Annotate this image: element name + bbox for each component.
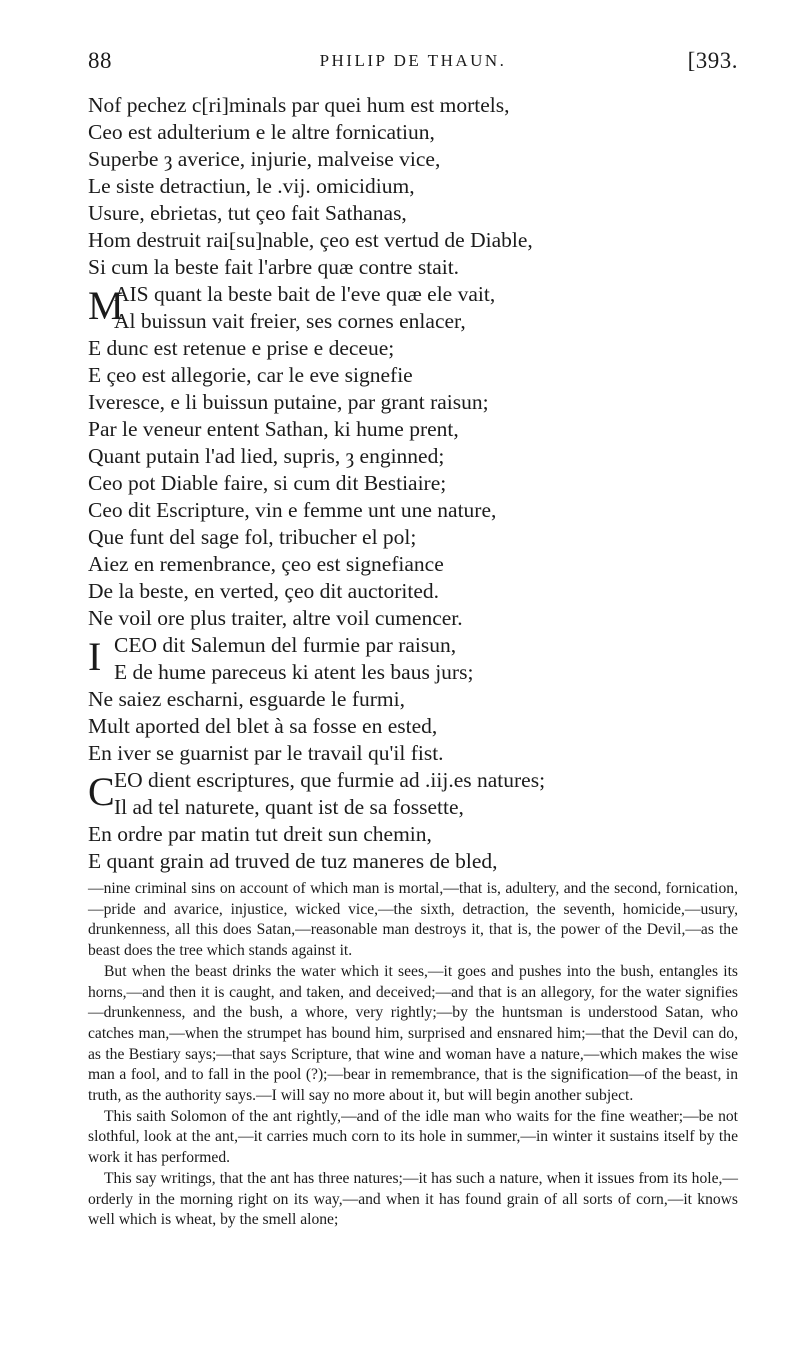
verse-line: Al buissun vait freier, ses cornes enlacer, <box>114 309 466 333</box>
verse-line: Il ad tel naturete, quant ist de sa fossette, <box>114 795 464 819</box>
translation-text <box>88 879 738 1231</box>
verse-text <box>88 92 738 875</box>
verse-line: En ordre par matin tut dreit sun chemin, <box>88 822 432 846</box>
verse-line: Ne voil ore plus traiter, altre voil cumencer. <box>88 606 463 630</box>
translation-paragraph: But when the beast drinks the water which it sees,—it goes and pushes into the bush, entangles its horns,—and then it is caught, and taken, and deceived;—and that is an allegory, for the water signifies—drunkenness, and the bush, a whore, very rightly;—by the huntsman is understood Satan, who catches man,—when the strumpet has bound him, surprised and ensnared him;—that the Devil can do, as the Bestiary says;—that says Scripture, that wine and woman have a nature,—which makes the wise man a fool, and to fall in the pool (?);—bear in remembrance, that is the signification—of the beast, in truth, as the authority says.—I will say no more about it, but will begin another subject. <box>88 962 738 1105</box>
running-title: PHILIP DE THAUN. <box>319 51 507 70</box>
verse-line: Le siste detractiun, le .vij. omicidium, <box>88 174 415 198</box>
verse-line: En iver se guarnist par le travail qu'il fist. <box>88 741 444 765</box>
verse-line: E dunc est retenue e prise e deceue; <box>88 336 395 360</box>
verse-line: De la beste, en verted, çeo dit auctorited. <box>88 579 440 603</box>
section-number: [393. <box>687 48 738 73</box>
stanza-opening <box>88 767 738 821</box>
page-number: 88 <box>88 48 112 73</box>
verse-line: Superbe ȝ averice, injurie, malveise vice, <box>88 147 441 171</box>
verse-line: Aiez en remenbrance, çeo est signefiance <box>88 552 444 576</box>
translation-paragraph: This saith Solomon of the ant rightly,—and of the idle man who waits for the fine weather;—be not slothful, look at the ant,—it carries much corn to its hole in summer,—in winter it sustains itself by the work it has performed. <box>88 1107 738 1167</box>
verse-line: Hom destruit rai[su]nable, çeo est vertud de Diable, <box>88 228 533 252</box>
stanza-opening <box>88 281 738 335</box>
verse-line: CEO dit Salemun del furmie par raisun, <box>114 633 457 657</box>
drop-capital: C <box>88 769 115 814</box>
stanza-opening <box>88 632 738 686</box>
translation-paragraph: This say writings, that the ant has three natures;—it has such a nature, when it issues from its hole,—orderly in the morning right on its way,—and when it has found grain of all sorts of corn,—it knows well which is wheat, by the smell alone; <box>88 1169 738 1229</box>
verse-line: E quant grain ad truved de tuz maneres de bled, <box>88 849 498 873</box>
verse-line: Ceo dit Escripture, vin e femme unt une nature, <box>88 498 497 522</box>
verse-line: Nof pechez c[ri]minals par quei hum est mortels, <box>88 93 510 117</box>
verse-line: Par le veneur entent Sathan, ki hume prent, <box>88 417 459 441</box>
verse-line: Ceo pot Diable faire, si cum dit Bestiaire; <box>88 471 447 495</box>
verse-line: Quant putain l'ad lied, supris, ȝ enginned; <box>88 444 445 468</box>
verse-line: E çeo est allegorie, car le eve signefie <box>88 363 413 387</box>
verse-line: Mult aported del blet à sa fosse en ested, <box>88 714 438 738</box>
verse-line: E de hume pareceus ki atent les baus jurs; <box>114 660 474 684</box>
verse-line: Ne saiez escharni, esguarde le furmi, <box>88 687 405 711</box>
verse-line: Que funt del sage fol, tribucher el pol; <box>88 525 417 549</box>
verse-line: Usure, ebrietas, tut çeo fait Sathanas, <box>88 201 407 225</box>
verse-line: Si cum la beste fait l'arbre quæ contre stait. <box>88 255 460 279</box>
drop-capital: M <box>88 283 124 328</box>
verse-line: AIS quant la beste bait de l'eve quæ ele vait, <box>114 282 496 306</box>
translation-paragraph: —nine criminal sins on account of which man is mortal,—that is, adultery, and the second, fornication,—pride and avarice, injustice, wicked vice,—the sixth, detraction, the seventh, homicide,—usury, drunkenness, all this does Satan,—reasonable man destroys it, that is, the power of the Devil,—as the beast does the tree which stands against it. <box>88 880 738 960</box>
verse-line: EO dient escriptures, que furmie ad .iij.es natures; <box>114 768 546 792</box>
verse-line: Iveresce, e li buissun putaine, par grant raisun; <box>88 390 489 414</box>
verse-line: Ceo est adulterium e le altre fornicatiun, <box>88 120 435 144</box>
drop-capital: I <box>88 634 102 679</box>
page-header <box>88 48 738 88</box>
